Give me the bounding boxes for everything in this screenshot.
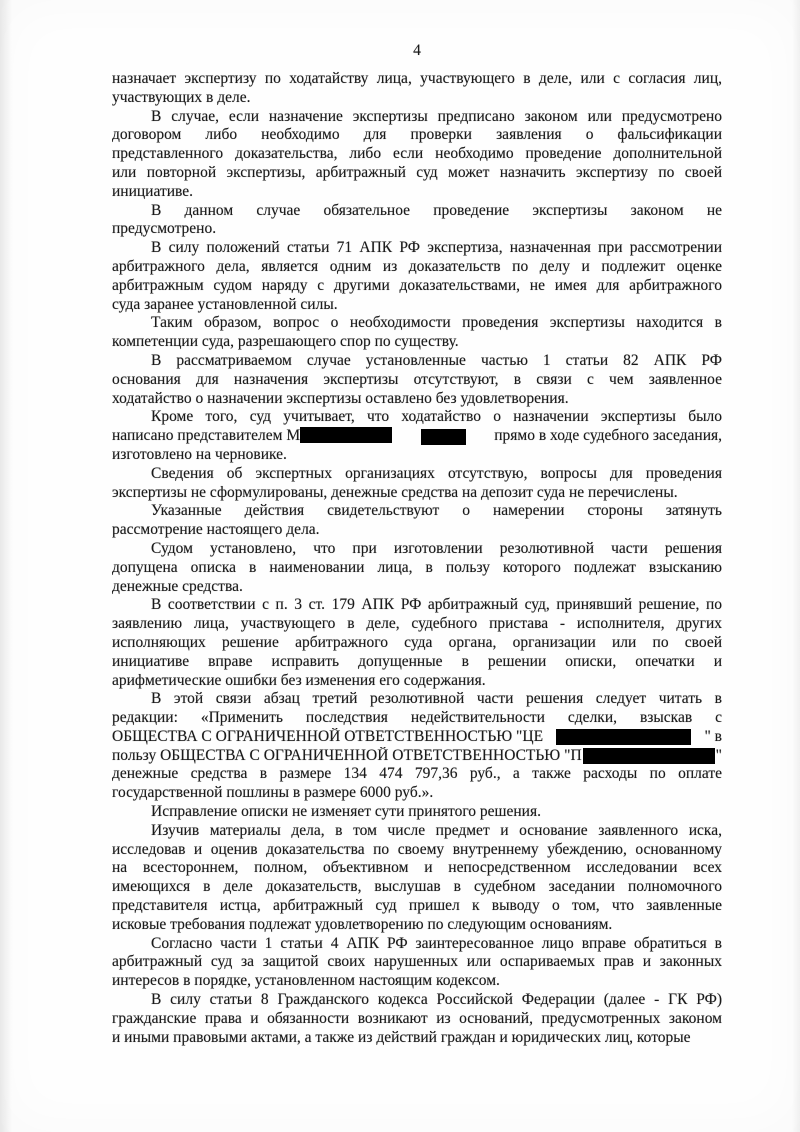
paragraph [112, 540, 722, 596]
text-line: арбитражный суд за защитой своих нарушенных или оспариваемых прав и законных [112, 953, 722, 971]
text-line: Судом установлено, что при изготовлении резолютивной части решения [151, 539, 722, 557]
text-line: Исправление описки не изменяет сути принятого решения. [151, 803, 541, 821]
paragraph [112, 408, 722, 464]
text-line: рассмотрение настоящего дела. [112, 521, 320, 539]
text-segment: ОБЩЕСТВА С ОГРАНИЧЕННОЙ ОТВЕТСТВЕННОСТЬЮ "ЦЕ [112, 727, 544, 745]
text-line: Изучив материалы дела, в том числе предмет и основание заявленного иска, [151, 821, 722, 839]
text-line: экспертизы не сформулированы, денежные средства на депозит суда не перечислены. [112, 483, 678, 501]
text-line: или повторной экспертизы, арбитражный суд может назначить экспертизу по своей [112, 163, 722, 181]
paragraph [112, 314, 722, 352]
text-line: В силу положений статьи 71 АПК РФ экспертиза, назначенная при рассмотрении [151, 239, 722, 257]
text-line: исследовав и оценив доказательства по своему внутреннему убеждению, основанному [112, 840, 722, 858]
text-line: договором либо необходимо для проверки заявления о фальсификации [112, 126, 722, 144]
text-line: Кроме того, суд учитывает, что ходатайство о назначении экспертизы было [151, 408, 722, 426]
text-line: гражданские права и обязанности возникают из оснований, предусмотренных законом [112, 1009, 722, 1027]
text-line: интересов в порядке, установленном настоящим кодексом. [112, 972, 500, 990]
text-line: изготовлено на черновике. [112, 445, 287, 463]
text-line: ходатайство о назначении экспертизы оставлено без удовлетворения. [112, 389, 569, 407]
text-line: В случае, если назначение экспертизы предписано законом или предусмотрено [151, 107, 722, 125]
text-line: представленного доказательства, либо если необходимо проведение дополнительной [112, 145, 722, 163]
text-line: Сведения об экспертных организациях отсутствую, вопросы для проведения [151, 464, 722, 482]
paragraph [112, 352, 722, 408]
text-line: компетенции суда, разрешающего спор по существу. [112, 333, 459, 351]
text-line: основания для назначения экспертизы отсутствуют, в связи с чем заявленное [112, 370, 722, 388]
text-line: допущена описка в наименовании лица, в пользу которого подлежат взысканию [112, 558, 722, 576]
text-line: арифметические ошибки без изменения его содержания. [112, 671, 486, 689]
text-line: государственной пошлины в размере 6000 руб.». [112, 784, 434, 802]
text-line: назначает экспертизу по ходатайству лица, участвующего в деле, или с согласия лиц, [112, 70, 722, 87]
text-segment: " [715, 746, 722, 764]
text-line: исполняющих решение арбитражного суда органа, организации или по своей [112, 633, 722, 651]
text-line: денежные средства. [112, 577, 243, 595]
text-line: предусмотрено. [112, 220, 217, 238]
text-line: исковые требования подлежат удовлетворению по следующим основаниям. [112, 915, 613, 933]
text-segment: прямо в ходе судебного заседания, [494, 427, 722, 445]
text-line: денежные средства в размере 134 474 797,36 руб., а также расходы по оплате [112, 765, 722, 783]
text-line: В данном случае обязательное проведение экспертизы законом не [151, 201, 722, 219]
text-line: Согласно части 1 статьи 4 АПК РФ заинтересованное лицо вправе обратиться в [151, 934, 722, 952]
paragraph [112, 239, 722, 314]
text-line: и иными правовыми актами, а также из действий граждан и юридических лиц, которые [112, 1028, 691, 1046]
redaction-box [583, 748, 715, 764]
text-line: суда заранее установленной силы. [112, 295, 338, 313]
text-segment: написано представителем М [112, 427, 392, 446]
paragraph [112, 690, 722, 803]
document-text [112, 70, 722, 1047]
text-line: арбитражного дела, является одним из доказательств по делу и подлежит оценке [112, 257, 722, 275]
text-line: представителя истца, арбитражный суд пришел к выводу о том, что заявленные [112, 897, 722, 915]
redaction-box [421, 429, 466, 445]
text-segment: " в [704, 727, 722, 745]
redaction-box [556, 729, 691, 745]
paragraph [112, 465, 722, 503]
text-line: В силу статьи 8 Гражданского кодекса Российской Федерации (далее - ГК РФ) [151, 991, 722, 1009]
paragraph [112, 991, 722, 1047]
page-number: 4 [413, 42, 421, 59]
text-line: на всестороннем, полном, объективном и непосредственном исследовании всех [112, 859, 722, 877]
paragraph [112, 502, 722, 540]
text-line: редакции: «Применить последствия недействительности сделки, взыскав с [112, 709, 722, 727]
paragraph [112, 596, 722, 690]
text-line: участвующих в деле. [112, 88, 251, 106]
text-segment: пользу ОБЩЕСТВА С ОГРАНИЧЕННОЙ ОТВЕТСТВЕННОСТЬЮ "П [112, 746, 582, 764]
text-line-redacted [112, 427, 722, 446]
redaction-box [300, 427, 392, 443]
text-line-redacted [112, 747, 722, 766]
text-line: Таким образом, вопрос о необходимости проведения экспертизы находится в [151, 314, 722, 332]
paragraph [112, 202, 722, 240]
text-line: инициативе. [112, 182, 194, 200]
text-line: инициативе вправе исправить допущенные в решении описки, опечатки и [112, 652, 722, 670]
text-line: В рассматриваемом случае установленные частью 1 статьи 82 АПК РФ [151, 351, 722, 369]
text-line: Указанные действия свидетельствуют о намерении стороны затянуть [151, 502, 722, 520]
paragraph [112, 935, 722, 991]
paragraph [112, 70, 722, 108]
text-line: В этой связи абзац третий резолютивной части решения следует читать в [151, 690, 722, 708]
text-line: заявлению лица, участвующего в деле, судебного пристава - исполнителя, других [112, 615, 722, 633]
text-line: арбитражным судом наряду с другими доказательствами, не имея для арбитражного [112, 276, 722, 294]
paragraph [112, 822, 722, 935]
paragraph [112, 803, 722, 822]
text-line: В соответствии с п. 3 ст. 179 АПК РФ арбитражный суд, принявший решение, по [151, 596, 722, 614]
paragraph [112, 108, 722, 202]
text-line: имеющихся в деле доказательств, выслушав в судебном заседании полномочного [112, 878, 722, 896]
text-line-redacted [112, 728, 722, 747]
